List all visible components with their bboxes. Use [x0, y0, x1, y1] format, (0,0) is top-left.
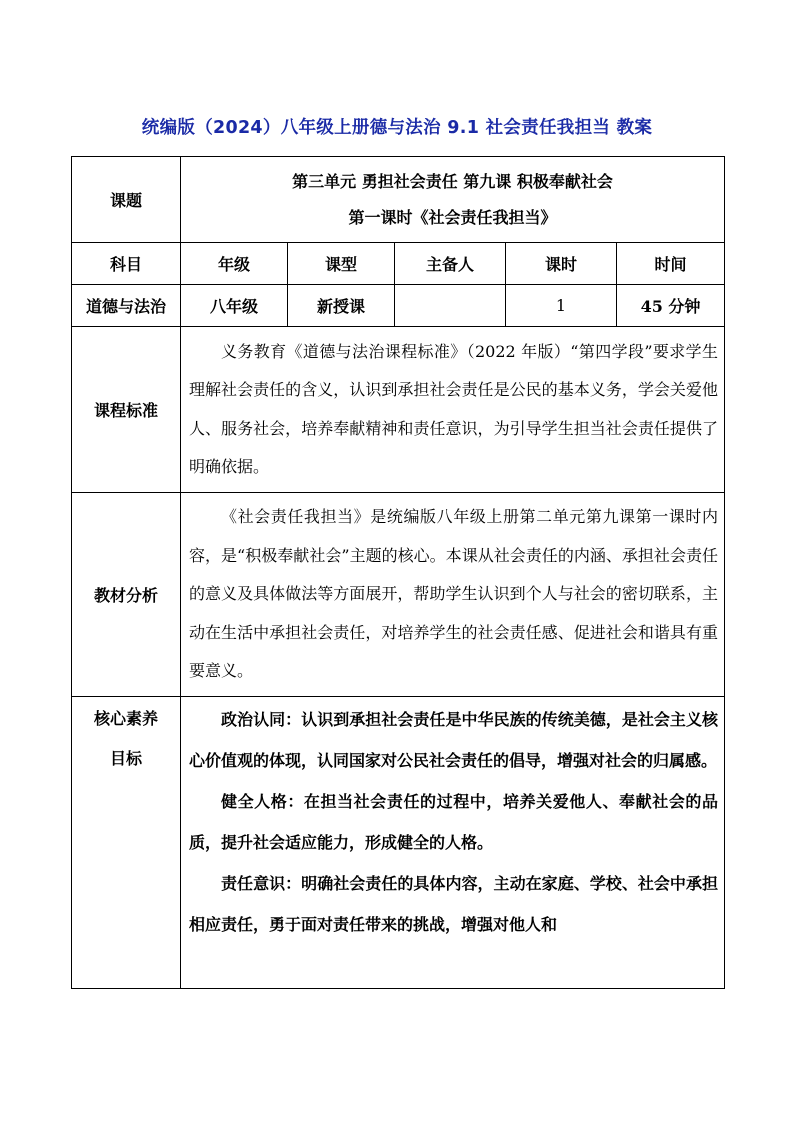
value-time: 45 分钟 [617, 285, 725, 327]
curriculum-standard-row [72, 327, 725, 493]
core-literacy-sound-personality: 健全人格：在担当社会责任的过程中，培养关爱他人、奉献社会的品质，提升社会适应能力，形成健全的人格。 [189, 792, 718, 852]
value-subject: 道德与法治 [72, 285, 181, 327]
header-periods: 课时 [506, 243, 617, 285]
header-row [72, 243, 725, 285]
core-literacy-political-identity: 政治认同：认识到承担社会责任是中华民族的传统美德，是社会主义核心价值观的体现，认同国家对公民社会责任的倡导，增强对社会的归属感。 [189, 710, 718, 770]
core-literacy-label [72, 697, 181, 989]
document-title: 统编版（2024）八年级上册德与法治 9.1 社会责任我担当 教案 [141, 118, 653, 138]
textbook-analysis-text: 《社会责任我担当》是统编版八年级上册第二单元第九课第一课时内容，是“积极奉献社会”主题的核心。本课从社会责任的内涵、承担社会责任的意义及具体做法等方面展开，帮助学生认识到个人与社会的密切联系，主动在生活中承担社会责任，对培养学生的社会责任感、促进社会和谐具有重要意义。 [181, 493, 725, 697]
header-time: 时间 [617, 243, 725, 285]
textbook-analysis-label: 教材分析 [72, 493, 181, 697]
value-grade: 八年级 [181, 285, 288, 327]
value-periods: 1 [506, 285, 617, 327]
topic-line-1: 第三单元 勇担社会责任 第九课 积极奉献社会 [292, 171, 613, 191]
value-lesson-type: 新授课 [288, 285, 395, 327]
curriculum-standard-label: 课程标准 [72, 327, 181, 493]
topic-cell [181, 157, 725, 243]
lesson-plan-table [71, 156, 725, 989]
header-grade: 年级 [181, 243, 288, 285]
topic-line-2: 第一课时《社会责任我担当》 [348, 207, 557, 227]
core-literacy-row [72, 697, 725, 989]
topic-row [72, 157, 725, 243]
textbook-analysis-row [72, 493, 725, 697]
core-literacy-content [181, 697, 725, 989]
header-subject: 科目 [72, 243, 181, 285]
core-literacy-label-line-2: 目标 [109, 749, 142, 768]
value-row [72, 285, 725, 327]
header-preparer: 主备人 [395, 243, 506, 285]
topic-label: 课题 [72, 157, 181, 243]
core-literacy-label-line-1: 核心素养 [93, 709, 158, 728]
value-preparer [395, 285, 506, 327]
curriculum-standard-text: 义务教育《道德与法治课程标准》（2022 年版）“第四学段”要求学生理解社会责任的含义，认识到承担社会责任是公民的基本义务，学会关爱他人、服务社会，培养奉献精神和责任意识，为引导学生担当社会责任提供了明确依据。 [181, 327, 725, 493]
header-lesson-type: 课型 [288, 243, 395, 285]
core-literacy-responsibility: 责任意识：明确社会责任的具体内容，主动在家庭、学校、社会中承担相应责任，勇于面对责任带来的挑战，增强对他人和 [189, 874, 718, 934]
